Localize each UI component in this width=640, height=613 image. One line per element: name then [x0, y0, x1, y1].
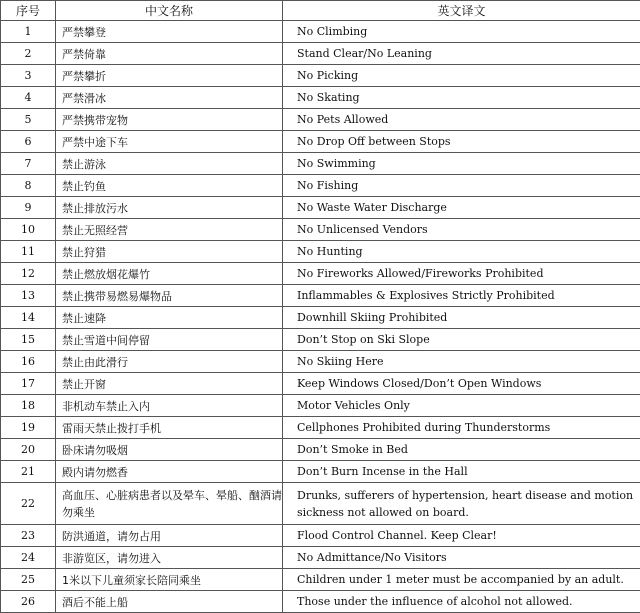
- table-body: [1, 21, 640, 613]
- table-row: [1, 65, 640, 87]
- row-english-cell: Motor Vehicles Only: [283, 395, 640, 417]
- row-chinese-cell: 严禁携带宠物: [56, 109, 283, 131]
- row-chinese-cell: 禁止狩猎: [56, 241, 283, 263]
- table-row: [1, 547, 640, 569]
- row-english-cell: Children under 1 meter must be accompanied by an adult.: [283, 569, 640, 591]
- row-index-cell: 9: [1, 197, 56, 219]
- table-row: [1, 373, 640, 395]
- row-chinese-cell: 禁止游泳: [56, 153, 283, 175]
- row-index-cell: 18: [1, 395, 56, 417]
- row-index-cell: 11: [1, 241, 56, 263]
- row-index-cell: 14: [1, 307, 56, 329]
- table-row: [1, 241, 640, 263]
- row-chinese-cell: 禁止无照经营: [56, 219, 283, 241]
- row-index-cell: 4: [1, 87, 56, 109]
- row-index-cell: 23: [1, 525, 56, 547]
- row-chinese-cell: 禁止携带易燃易爆物品: [56, 285, 283, 307]
- row-index-cell: 19: [1, 417, 56, 439]
- row-english-cell: No Picking: [283, 65, 640, 87]
- table-header-row: [1, 1, 640, 21]
- row-index-cell: 10: [1, 219, 56, 241]
- row-chinese-cell: 卧床请勿吸烟: [56, 439, 283, 461]
- table-row: [1, 461, 640, 483]
- row-index-cell: 15: [1, 329, 56, 351]
- row-index-cell: 16: [1, 351, 56, 373]
- row-english-cell: Inflammables & Explosives Strictly Prohibited: [283, 285, 640, 307]
- row-chinese-cell: 禁止排放污水: [56, 197, 283, 219]
- row-english-cell: No Drop Off between Stops: [283, 131, 640, 153]
- row-english-cell: Don’t Stop on Ski Slope: [283, 329, 640, 351]
- row-chinese-cell: 禁止由此滑行: [56, 351, 283, 373]
- row-chinese-cell: 非机动车禁止入内: [56, 395, 283, 417]
- row-index-cell: 25: [1, 569, 56, 591]
- row-index-cell: 12: [1, 263, 56, 285]
- table-row: [1, 43, 640, 65]
- row-index-cell: 17: [1, 373, 56, 395]
- table-row: [1, 153, 640, 175]
- row-english-cell: Stand Clear/No Leaning: [283, 43, 640, 65]
- table-row: [1, 21, 640, 43]
- table-row: [1, 525, 640, 547]
- table-row: [1, 197, 640, 219]
- row-index-cell: 3: [1, 65, 56, 87]
- header-chinese-name: 中文名称: [56, 1, 283, 21]
- row-chinese-cell: 殿内请勿燃香: [56, 461, 283, 483]
- row-index-cell: 6: [1, 131, 56, 153]
- row-chinese-cell: 防洪通道，请勿占用: [56, 525, 283, 547]
- row-english-cell: No Hunting: [283, 241, 640, 263]
- row-index-cell: 21: [1, 461, 56, 483]
- row-index-cell: 26: [1, 591, 56, 613]
- table-row: [1, 329, 640, 351]
- row-chinese-cell: 非游览区，请勿进入: [56, 547, 283, 569]
- row-english-cell: Those under the influence of alcohol not allowed.: [283, 591, 640, 613]
- table-row: [1, 263, 640, 285]
- table-row: [1, 351, 640, 373]
- row-english-cell: Flood Control Channel. Keep Clear!: [283, 525, 640, 547]
- row-index-cell: 20: [1, 439, 56, 461]
- row-english-cell: No Skiing Here: [283, 351, 640, 373]
- row-chinese-cell: 严禁攀登: [56, 21, 283, 43]
- row-index-cell: 22: [1, 483, 56, 525]
- row-chinese-cell: 禁止开窗: [56, 373, 283, 395]
- row-chinese-cell: 禁止燃放烟花爆竹: [56, 263, 283, 285]
- row-index-cell: 2: [1, 43, 56, 65]
- table-row: [1, 417, 640, 439]
- row-index-cell: 7: [1, 153, 56, 175]
- table-row: [1, 395, 640, 417]
- table-row: [1, 285, 640, 307]
- row-chinese-cell: 酒后不能上船: [56, 591, 283, 613]
- row-english-cell: No Fishing: [283, 175, 640, 197]
- row-index-cell: 5: [1, 109, 56, 131]
- row-index-cell: 24: [1, 547, 56, 569]
- row-english-cell: Cellphones Prohibited during Thunderstorms: [283, 417, 640, 439]
- row-chinese-cell: 禁止钓鱼: [56, 175, 283, 197]
- row-english-cell: Don’t Burn Incense in the Hall: [283, 461, 640, 483]
- row-english-cell: No Waste Water Discharge: [283, 197, 640, 219]
- row-index-cell: 8: [1, 175, 56, 197]
- table-row: [1, 87, 640, 109]
- table-row: [1, 569, 640, 591]
- row-chinese-cell: 高血压、心脏病患者以及晕车、晕船、酗酒请勿乘坐: [56, 483, 283, 525]
- row-index-cell: 1: [1, 21, 56, 43]
- row-english-cell: No Skating: [283, 87, 640, 109]
- header-english-translation: 英文译文: [283, 1, 640, 21]
- row-chinese-cell: 严禁滑冰: [56, 87, 283, 109]
- row-english-cell: Don’t Smoke in Bed: [283, 439, 640, 461]
- row-english-cell: No Climbing: [283, 21, 640, 43]
- table-row: [1, 307, 640, 329]
- row-english-cell: Drunks, sufferers of hypertension, heart disease and motion sickness not allowed on board.: [283, 483, 640, 525]
- row-english-cell: Downhill Skiing Prohibited: [283, 307, 640, 329]
- table-row: [1, 591, 640, 613]
- row-english-cell: No Swimming: [283, 153, 640, 175]
- row-chinese-cell: 禁止速降: [56, 307, 283, 329]
- row-chinese-cell: 1米以下儿童须家长陪同乘坐: [56, 569, 283, 591]
- table-row: [1, 109, 640, 131]
- row-chinese-cell: 严禁中途下车: [56, 131, 283, 153]
- table-row: [1, 219, 640, 241]
- table-row: [1, 439, 640, 461]
- row-english-cell: No Admittance/No Visitors: [283, 547, 640, 569]
- row-chinese-cell: 禁止雪道中间停留: [56, 329, 283, 351]
- row-chinese-cell: 严禁倚靠: [56, 43, 283, 65]
- table-row: [1, 131, 640, 153]
- table-row: [1, 175, 640, 197]
- row-english-cell: Keep Windows Closed/Don’t Open Windows: [283, 373, 640, 395]
- row-chinese-cell: 严禁攀折: [56, 65, 283, 87]
- table-row: [1, 483, 640, 525]
- header-index: 序号: [1, 1, 56, 21]
- row-english-cell: No Fireworks Allowed/Fireworks Prohibited: [283, 263, 640, 285]
- row-english-cell: No Pets Allowed: [283, 109, 640, 131]
- row-chinese-cell: 雷雨天禁止拨打手机: [56, 417, 283, 439]
- row-english-cell: No Unlicensed Vendors: [283, 219, 640, 241]
- row-index-cell: 13: [1, 285, 56, 307]
